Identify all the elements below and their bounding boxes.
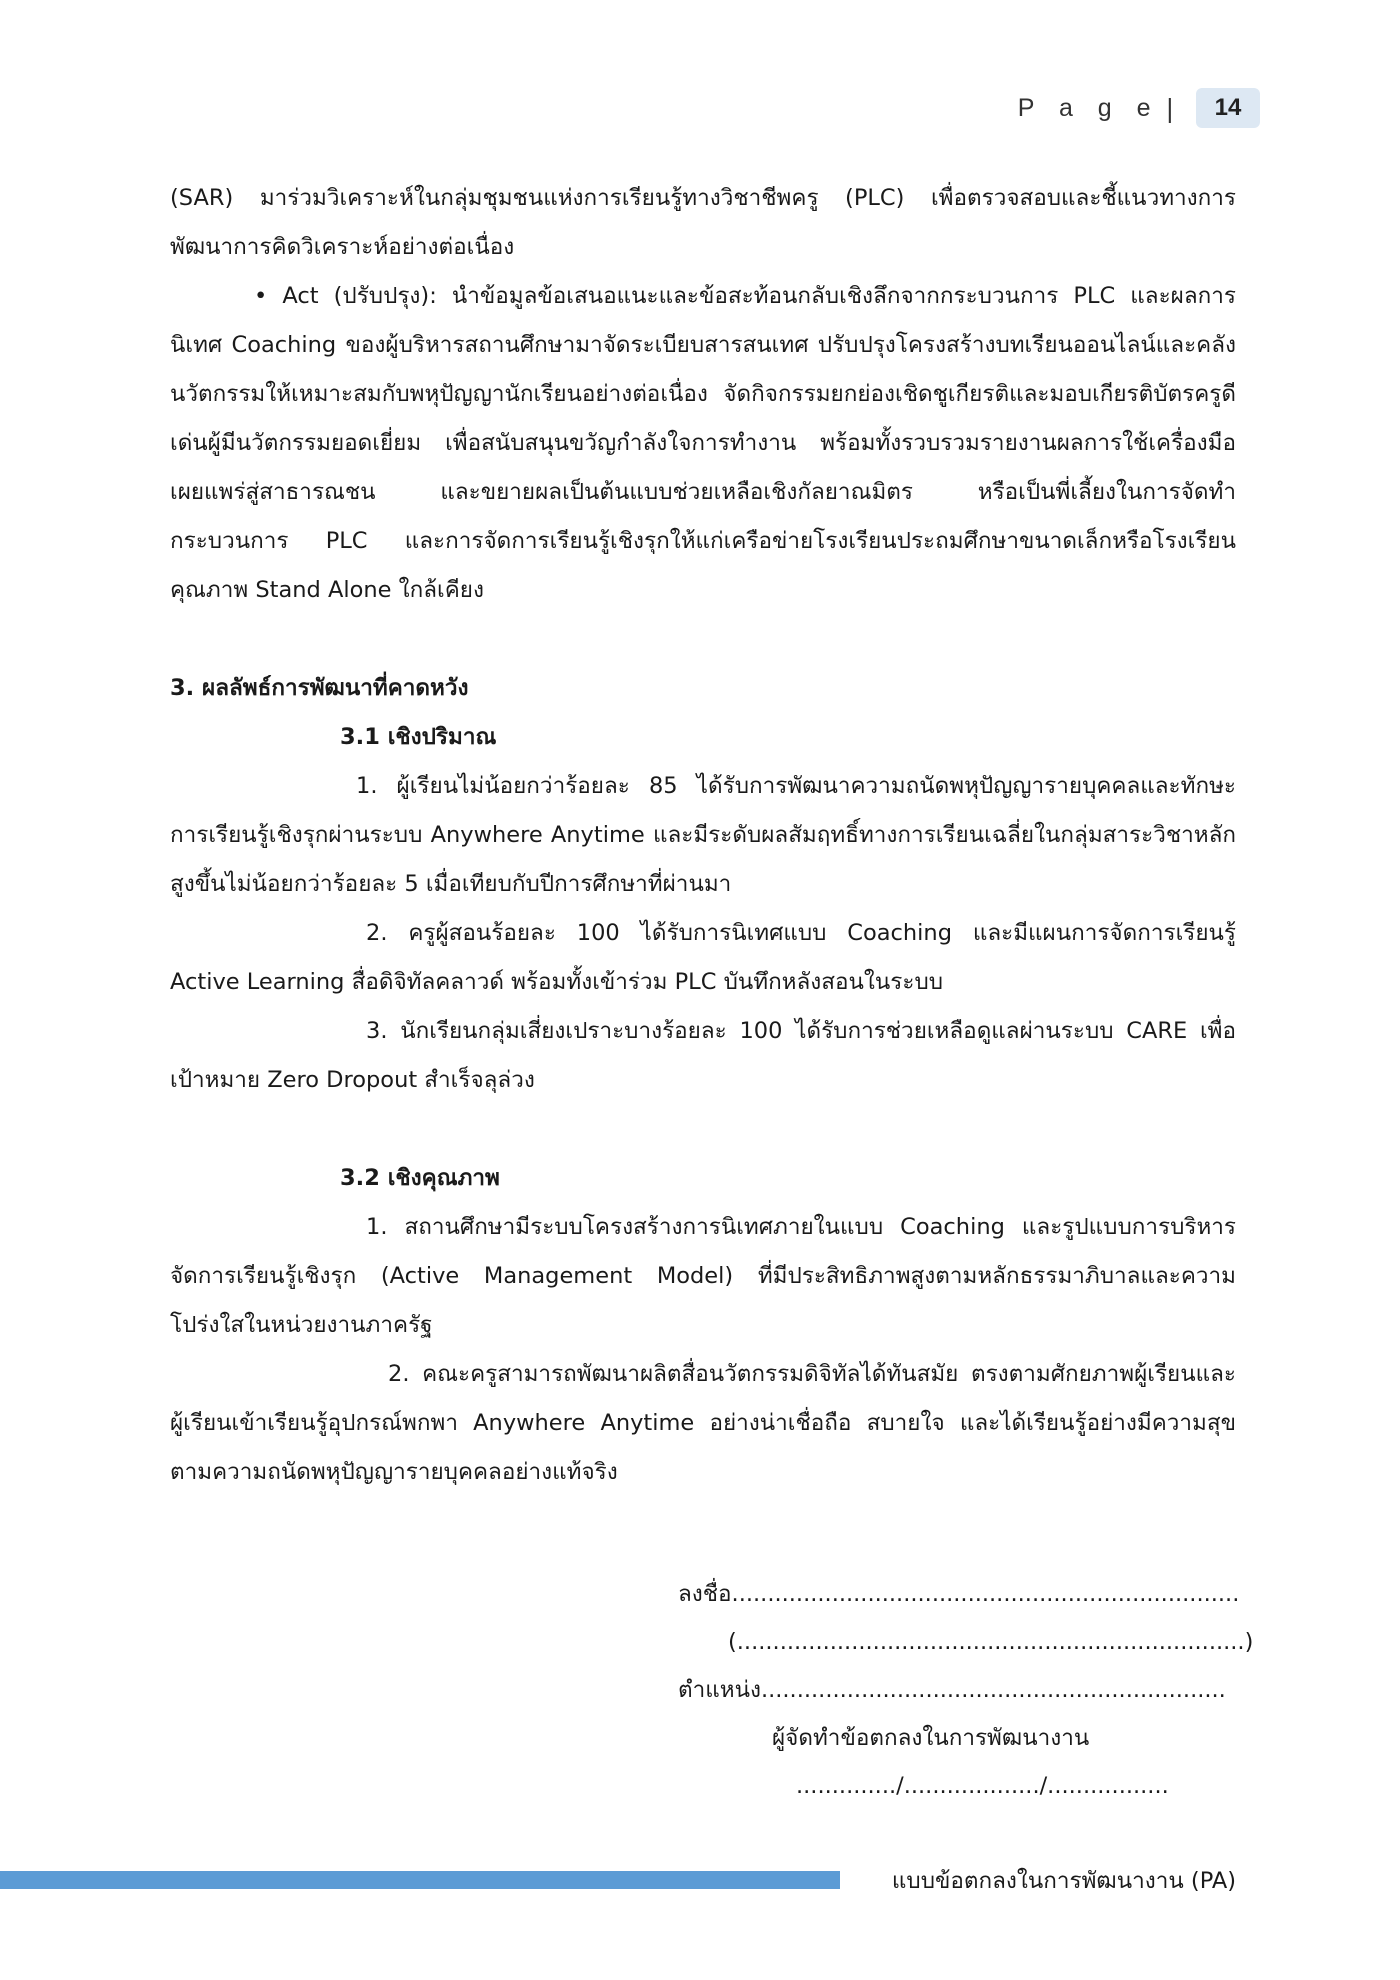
paragraph-act: • Act (ปรับปรุง): นำข้อมูลข้อเสนอแนะและข้อสะท้อนกลับเชิงลึกจากกระบวนการ PLC และผลการนิเทศ Coaching ของผู้บริหารสถานศึกษามาจัดระเบียบสารสนเทศ ปรับปรุงโครงสร้างบทเรียนออนไลน์และคลังนวัตกรรมให้เหมาะสมกับพหุปัญญานักเรียนอย่างต่อเนื่อง จัดกิจกรรมยกย่องเชิดชูเกียรติและมอบเกียรติบัตรครูดีเด่นผู้มีนวัตกรรมยอดเยี่ยม เพื่อสนับสนุนขวัญกำลังใจการทำงาน พร้อมทั้งรวบรวมรายงานผลการใช้เครื่องมือเผยแพร่สู่สาธารณชน และขยายผลเป็นต้นแบบช่วยเหลือเชิงกัลยาณมิตร หรือเป็นพี่เลี้ยงในการจัดทำกระบวนการ PLC และการจัดการเรียนรู้เชิงรุกให้แก่เครือข่ายโรงเรียนประถมศึกษาขนาดเล็กหรือโรงเรียนคุณภาพ Stand Alone ใกล้เคียง — [170, 283, 1236, 603]
quality-item-2: 2. คณะครูสามารถพัฒนาผลิตสื่อนวัตกรรมดิจิทัลได้ทันสมัย ตรงตามศักยภาพผู้เรียนและผู้เรียนเข้าเรียนรู้อุปกรณ์พกพา Anywhere Anytime อย่างน่าเชื่อถือ สบายใจ และได้เรียนรู้อย่างมีความสุขตามความถนัดพหุปัญญารายบุคคลอย่างแท้จริง — [170, 1361, 1236, 1485]
footer-bar — [0, 1871, 840, 1889]
quantity-item-1: 1. ผู้เรียนไม่น้อยกว่าร้อยละ 85 ได้รับการพัฒนาความถนัดพหุปัญญารายบุคคลและทักษะการเรียนรู้เชิงรุกผ่านระบบ Anywhere Anytime และมีระดับผลสัมฤทธิ์ทางการเรียนเฉลี่ยในกลุ่มสาระวิชาหลักสูงขึ้นไม่น้อยกว่าร้อยละ 5 เมื่อเทียบกับปีการศึกษาที่ผ่านมา — [170, 773, 1236, 897]
signature-line: ลงชื่อ....................................................................... — [678, 1581, 1240, 1607]
role-label: ผู้จัดทำข้อตกลงในการพัฒนางาน — [772, 1725, 1090, 1751]
date-line: ............../.................../................. — [796, 1773, 1169, 1799]
position-line: ตำแหน่ง................................................................. — [678, 1677, 1226, 1703]
section-heading-3: 3. ผลลัพธ์การพัฒนาที่คาดหวัง — [170, 675, 469, 701]
page-label: P a g e — [1017, 93, 1160, 122]
name-line: (.......................................................................) — [728, 1629, 1254, 1655]
subheading-quality: 3.2 เชิงคุณภาพ — [340, 1165, 500, 1191]
spacer — [170, 1105, 1236, 1154]
subheading-quantity: 3.1 เชิงปริมาณ — [340, 724, 497, 750]
page-separator: | — [1165, 93, 1174, 123]
page-number-badge: 14 — [1196, 88, 1260, 128]
document-body — [170, 174, 1236, 1497]
signature-block — [678, 1570, 1253, 1810]
page-header — [1018, 88, 1260, 128]
quantity-item-2: 2. ครูผู้สอนร้อยละ 100 ได้รับการนิเทศแบบ Coaching และมีแผนการจัดการเรียนรู้ Active Learning สื่อดิจิทัลคลาวด์ พร้อมทั้งเข้าร่วม PLC บันทึกหลังสอนในระบบ — [170, 920, 1236, 995]
quality-item-1: 1. สถานศึกษามีระบบโครงสร้างการนิเทศภายในแบบ Coaching และรูปแบบการบริหารจัดการเรียนรู้เชิงรุก (Active Management Model) ที่มีประสิทธิภาพสูงตามหลักธรรมาภิบาลและความโปร่งใสในหน่วยงานภาครัฐ — [170, 1214, 1236, 1338]
quantity-item-3: 3. นักเรียนกลุ่มเสี่ยงเปราะบางร้อยละ 100 ได้รับการช่วยเหลือดูแลผ่านระบบ CARE เพื่อเป้าหมาย Zero Dropout สำเร็จลุล่วง — [170, 1018, 1236, 1093]
paragraph-sar: (SAR) มาร่วมวิเคราะห์ในกลุ่มชุมชนแห่งการเรียนรู้ทางวิชาชีพครู (PLC) เพื่อตรวจสอบและชี้แนวทางการพัฒนาการคิดวิเคราะห์อย่างต่อเนื่อง — [170, 185, 1236, 260]
footer-title: แบบข้อตกลงในการพัฒนางาน (PA) — [891, 1868, 1236, 1894]
